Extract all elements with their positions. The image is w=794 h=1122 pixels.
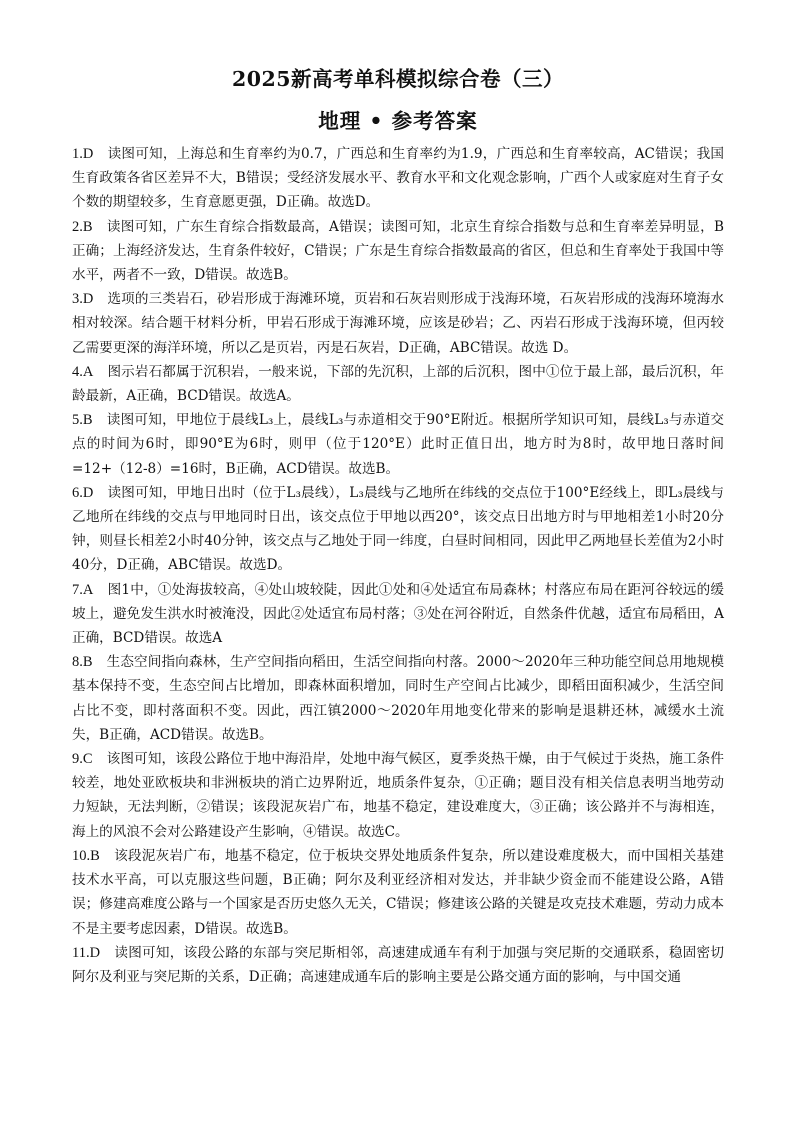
- answer-item: [72, 142, 724, 215]
- answer-number: 1.D: [72, 146, 94, 162]
- document-title: 2025新高考单科模拟综合卷（三）: [231, 67, 565, 91]
- answer-item: [72, 481, 724, 578]
- answer-explanation: 读图可知，该段公路的东部与突尼斯相邻，高速建成通车有利于加强与突尼斯的交通联系，稳固密切阿尔及利亚与突尼斯的关系，D正确；高速建成通车后的影响主要是公路交通方面的影响，与中国交通: [72, 944, 724, 985]
- answer-number: 9.C: [72, 751, 93, 768]
- answer-explanation: 选项的三类岩石，砂岩形成于海滩环境，页岩和石灰岩则形成于浅海环境，石灰岩形成的浅海环境海水相对较深。结合题干材料分析，甲岩石形成于海滩环境，应该是砂岩；乙、丙岩石形成于浅海环境，但丙较乙需要更深的海洋环境，所以乙是页岩，丙是石灰岩，D正确，ABC错误。故选 D。: [72, 291, 724, 356]
- answer-explanation: 读图可知，甲地日出时（位于L₃晨线），L₃晨线与乙地所在纬线的交点位于100°E经线上，即L₃晨线与乙地所在纬线的交点与甲地同时日出，该交点位于甲地以西20°，该交点日出地方时与甲地相差1小时20分钟，则昼长相差2小时40分钟，该交点与乙地处于同一纬度，白昼时间相同，因此甲乙两地昼长差值为2小时40分，D正确，ABC错误。故选D。: [72, 484, 724, 574]
- answer-number: 6.D: [72, 484, 94, 501]
- answer-number: 7.A: [72, 581, 94, 598]
- document-subtitle: 地理 • 参考答案: [318, 109, 478, 133]
- answer-explanation: 读图可知，甲地位于晨线L₃上，晨线L₃与赤道相交于90°E附近。根据所学知识可知，晨线L₃与赤道交点的时间为6时，即90°E为6时，则甲（位于120°E）此时正值日出，地方时为8时，故甲地日落时间=12+（12-8）=16时，B正确，ACD错误。故选B。: [72, 412, 724, 477]
- answer-number: 10.B: [72, 847, 100, 864]
- answer-number: 4.A: [72, 363, 94, 380]
- answer-explanation: 生态空间指向森林，生产空间指向稻田，生活空间指向村落。2000～2020年三种功能空间总用地规模基本保持不变，生态空间占比增加，即森林面积增加，同时生产空间占比减少，即稻田面积减少，生活空间占比不变，即村落面积不变。因此，西江镇2000～2020年用地变化带来的影响是退耕还林，减缓水土流失，B正确，ACD错误。故选B。: [72, 654, 724, 743]
- answer-number: 8.B: [72, 654, 93, 671]
- answer-sheet-page: [72, 62, 724, 989]
- answer-item: [72, 650, 724, 747]
- answer-item: [72, 578, 724, 651]
- answer-item: [72, 844, 724, 941]
- answer-explanation: 读图可知，上海总和生育率约为0.7，广西总和生育率约为1.9，广西总和生育率较高，AC错误；我国生育政策各省区差异不大，B错误；受经济发展水平、教育水平和文化观念影响，广西个人或家庭对生育子女个数的期望较多，生育意愿更强，D正确。故选D。: [72, 146, 724, 211]
- answer-explanation: 该段泥灰岩广布，地基不稳定，位于板块交界处地质条件复杂，所以建设难度极大，而中国相关基建技术水平高，可以克服这些问题，B正确；阿尔及利亚经济相对发达，并非缺少资金而不能建设公路，A错误；修建高难度公路与一个国家是否历史悠久无关，C错误；修建该公路的关键是攻克技术难题，劳动力成本不是主要考虑因素，D错误。故选B。: [72, 847, 724, 937]
- answer-number: 11.D: [72, 944, 101, 961]
- answer-explanation: 图1中，①处海拔较高，④处山坡较陡，因此①处和④处适宜布局森林；村落应布局在距河谷较远的缓坡上，避免发生洪水时被淹没，因此②处适宜布局村落；③处在河谷附近，自然条件优越，适宜布局稻田，A正确，BCD错误。故选A: [72, 581, 724, 647]
- answer-item: [72, 287, 724, 360]
- answer-number: 3.D: [72, 291, 94, 308]
- answer-explanation: 读图可知，广东生育综合指数最高，A错误；读图可知，北京生育综合指数与总和生育率差异明显，B正确；上海经济发达，生育条件较好，C错误；广东是生育综合指数最高的省区，但总和生育率处于我国中等水平，两者不一致，D错误。故选B。: [72, 218, 724, 284]
- answer-item: [72, 215, 724, 288]
- answer-list: [72, 142, 724, 989]
- answer-item: [72, 408, 724, 481]
- answer-number: 2.B: [72, 218, 93, 235]
- answer-explanation: 该图可知，该段公路位于地中海沿岸，处地中海气候区，夏季炎热干燥，由于气候过于炎热，施工条件较差，地处亚欧板块和非洲板块的消亡边界附近，地质条件复杂，①正确；题目没有相关信息表明当地劳动力短缺，无法判断，②错误；该段泥灰岩广布，地基不稳定，建设难度大，③正确；该公路并不与海相连，海上的风浪不会对公路建设产生影响，④错误。故选C。: [72, 751, 724, 840]
- answer-number: 5.B: [72, 412, 93, 429]
- answer-explanation: 图示岩石都属于沉积岩，一般来说，下部的先沉积，上部的后沉积，图中①位于最上部，最后沉积，年龄最新，A正确，BCD错误。故选A。: [72, 363, 724, 405]
- answer-item: [72, 941, 724, 989]
- answer-item: [72, 747, 724, 844]
- answer-item: [72, 360, 724, 408]
